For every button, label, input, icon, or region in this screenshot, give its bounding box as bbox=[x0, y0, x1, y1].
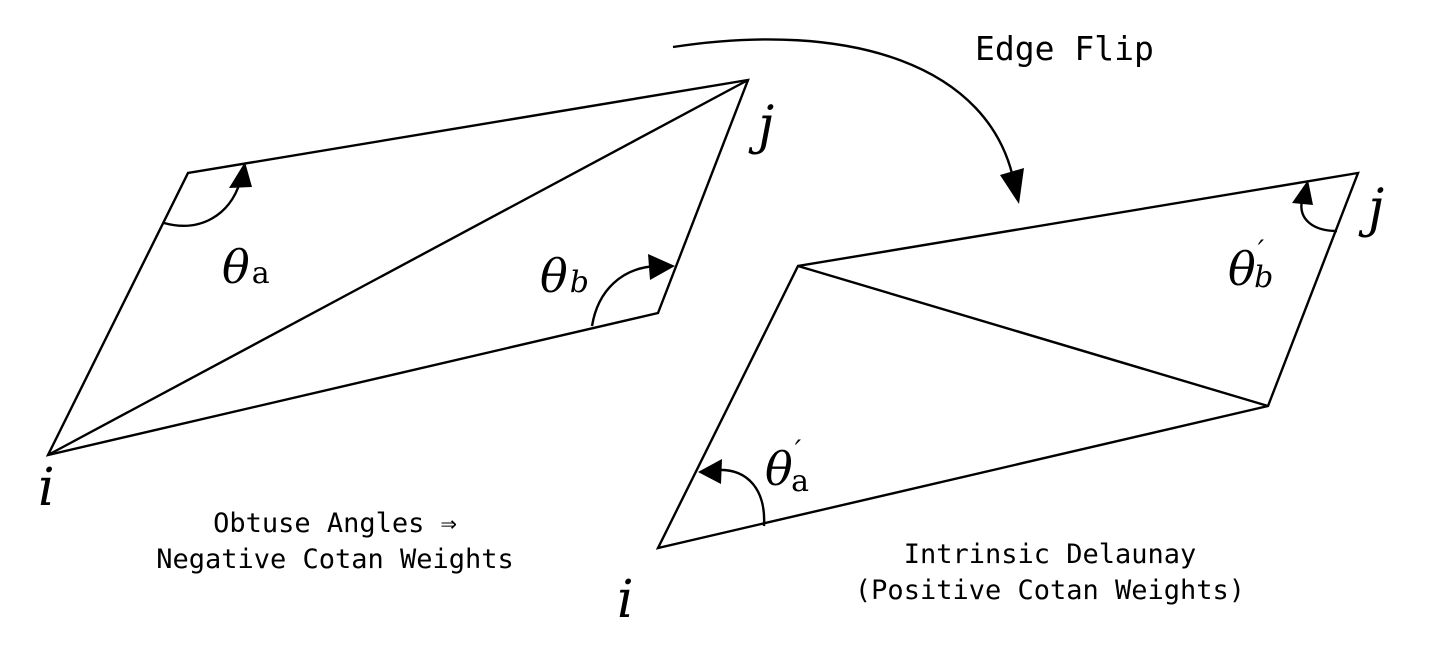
right-angle-b-label: θ′ b bbox=[1228, 234, 1274, 296]
right-quad bbox=[617, 173, 1384, 630]
left-caption-line2: Negative Cotan Weights bbox=[156, 544, 514, 575]
right-vertex-i: i bbox=[617, 570, 634, 630]
right-angle-a-label: θ′ a bbox=[765, 434, 809, 499]
right-angle-b-arc bbox=[1301, 200, 1337, 231]
right-caption-line1: Intrinsic Delaunay bbox=[903, 539, 1197, 570]
right-diagonal-edge-flipped bbox=[798, 266, 1268, 406]
edge-flip-arrowhead bbox=[1000, 168, 1024, 204]
left-angle-a-arc bbox=[164, 182, 240, 226]
left-angle-b-label: θb bbox=[540, 249, 589, 303]
left-quad bbox=[38, 80, 774, 575]
edge-flip-curve bbox=[673, 39, 1014, 182]
left-angle-b-arc bbox=[592, 266, 656, 326]
right-angle-a-arc bbox=[716, 470, 764, 526]
right-caption-line2: (Positive Cotan Weights) bbox=[854, 575, 1246, 606]
right-vertex-j: j bbox=[1368, 179, 1385, 239]
right-quad-outline bbox=[658, 173, 1358, 548]
left-angle-b-arrowhead bbox=[648, 254, 675, 280]
left-caption-line1: Obtuse Angles ⇒ bbox=[213, 508, 457, 539]
left-vertex-j: j bbox=[758, 96, 775, 156]
edge-flip-label: Edge Flip bbox=[975, 29, 1154, 68]
edge-flip-arrow bbox=[673, 29, 1154, 204]
left-angle-a-label: θa bbox=[222, 240, 270, 294]
left-vertex-i: i bbox=[38, 458, 55, 518]
